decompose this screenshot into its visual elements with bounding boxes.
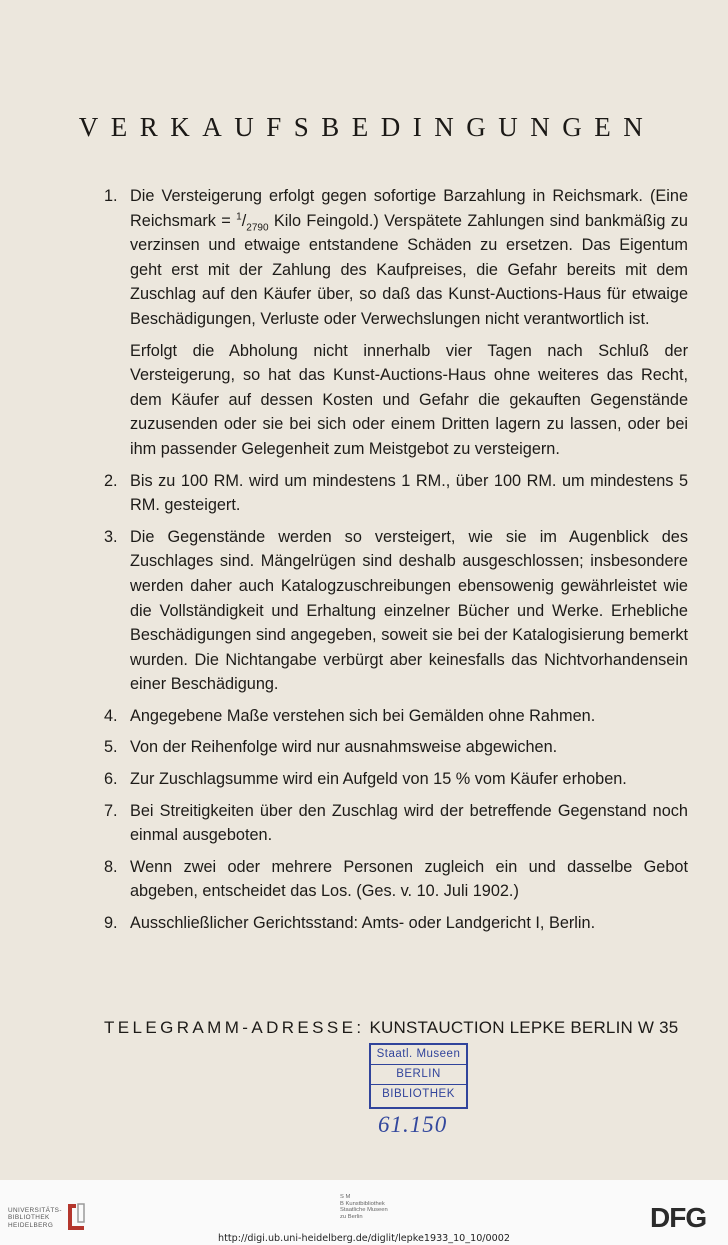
- term-1: [96, 184, 688, 462]
- term-9: [96, 911, 688, 936]
- dfg-logo-icon: [648, 1202, 718, 1232]
- term-number: 8.: [104, 857, 118, 876]
- university-library-logo: UNIVERSITÄTS- BIBLIOTHEK HEIDELBERG: [8, 1207, 62, 1229]
- fraction-denominator: 2790: [246, 221, 269, 233]
- term-7: [96, 799, 688, 848]
- exchange-rate-open: (Eine Reichsmark =: [130, 187, 688, 230]
- term-number: 9.: [104, 914, 118, 933]
- term-number: 5.: [104, 738, 118, 757]
- stamp-line-library: BIBLIOTHEK: [371, 1084, 466, 1104]
- term-number: 2.: [104, 471, 118, 490]
- terms-list: [96, 184, 688, 943]
- fraction-numerator: 1: [236, 211, 242, 223]
- telegram-address: [104, 1018, 688, 1038]
- term-text: Die Gegenstände werden so versteigert, wie sie im Augenblick des Zuschlages sind. Mängelrügen sind deshalb ausgeschlossen; insbesondere werden daher auch Katalogzuschreibungen ebensowenig gewährleistet wie die Vollständigkeit und Erhaltung einzelner Bücher und Werke. Erhebliche Beschädigungen sind angegeben, soweit sie bei der Katalogisierung bemerkt wurden. Die Nichtangabe verbürgt aber keinesfalls das Nichtvorhandensein einer Beschädigung.: [130, 527, 688, 694]
- term-4: [96, 704, 688, 729]
- source-url[interactable]: http://digi.ub.uni-heidelberg.de/diglit/lepke1933_10_10/0002: [218, 1233, 510, 1244]
- term-text: Angegebene Maße verstehen sich bei Gemälden ohne Rahmen.: [130, 706, 596, 725]
- term-text: Wenn zwei oder mehrere Personen zugleich ein und dasselbe Gebot abgeben, entscheidet das Los. (Ges. v. 10. Juli 1902.): [130, 857, 688, 901]
- museum-stamp: [369, 1043, 468, 1109]
- stamp-line-museum: Staatl. Museen: [376, 1048, 461, 1060]
- term-text: Bei Streitigkeiten über den Zuschlag wird der betreffende Gegenstand noch einmal ausgeboten.: [130, 801, 688, 845]
- term-number: 6.: [104, 770, 118, 789]
- library-stamp: S M B Kunstbibliothek Staatliche Museen zu Berlin: [340, 1194, 388, 1220]
- handwritten-shelfmark: 61.150: [378, 1112, 448, 1137]
- university-emblem-icon: [64, 1202, 88, 1232]
- telegram-label: TELEGRAMM-ADRESSE:: [104, 1018, 365, 1037]
- term-number: 3.: [104, 527, 118, 546]
- term-2: [96, 469, 688, 518]
- term-3: [96, 525, 688, 697]
- term-5: [96, 735, 688, 760]
- term-text: Erfolgt die Abholung nicht innerhalb vier Tagen nach Schluß der Versteigerung, so hat das Kunst-Auctions-Haus ohne weiteres das Recht, dem Käufer auf dessen Kosten und Gefahr die gekauften Gegenstände zuzusenden oder sie bei sich oder einem Dritten lagern zu lassen, oder bei ihm passender Gelegenheit zum Meistgebot zu versteigern.: [130, 341, 688, 458]
- stamp-line-city: BERLIN: [371, 1064, 466, 1084]
- term-text: Von der Reihenfolge wird nur ausnahmsweise abgewichen.: [130, 738, 558, 757]
- term-text: Ausschließlicher Gerichtsstand: Amts- oder Landgericht I, Berlin.: [130, 914, 596, 933]
- term-text: Bis zu 100 RM. wird um mindestens 1 RM., über 100 RM. um mindestens 5 RM. gesteigert.: [130, 471, 688, 515]
- term-number: 7.: [104, 801, 118, 820]
- term-text: Zur Zuschlagsumme wird ein Aufgeld von 15 % vom Käufer erhoben.: [130, 770, 627, 789]
- term-number: 4.: [104, 706, 118, 725]
- telegram-value: KUNSTAUCTION LEPKE BERLIN W 35: [369, 1018, 679, 1037]
- term-6: [96, 767, 688, 792]
- page-title: VERKAUFSBEDINGUNGEN: [78, 112, 656, 142]
- exchange-rate-close: Kilo Feingold.): [268, 211, 379, 230]
- term-8: [96, 855, 688, 904]
- term-number: 1.: [104, 187, 118, 205]
- viewer-footer: [0, 1180, 728, 1245]
- dfg-logo-text: DFG: [650, 1202, 707, 1232]
- term-text: Die Versteigerung erfolgt gegen sofortige Barzahlung in Reichsmark. (Eine Reichsmark = $^1/_{2790}$ Kilo Feingold.) Verspätete Zahlungen sind bankmäßig zu verzinsen und etwaige entstandene Schäden zu ersetzen. Das Eigentum geht erst mit der Zahlung des Kaufpreises, die Gefahr bereits mit dem Zuschlag auf den Käufer über, so daß das Kunst-Auctions-Haus für etwaige Beschädigungen, Verluste oder Verwechslungen nicht verantwortlich ist.: [130, 187, 688, 328]
